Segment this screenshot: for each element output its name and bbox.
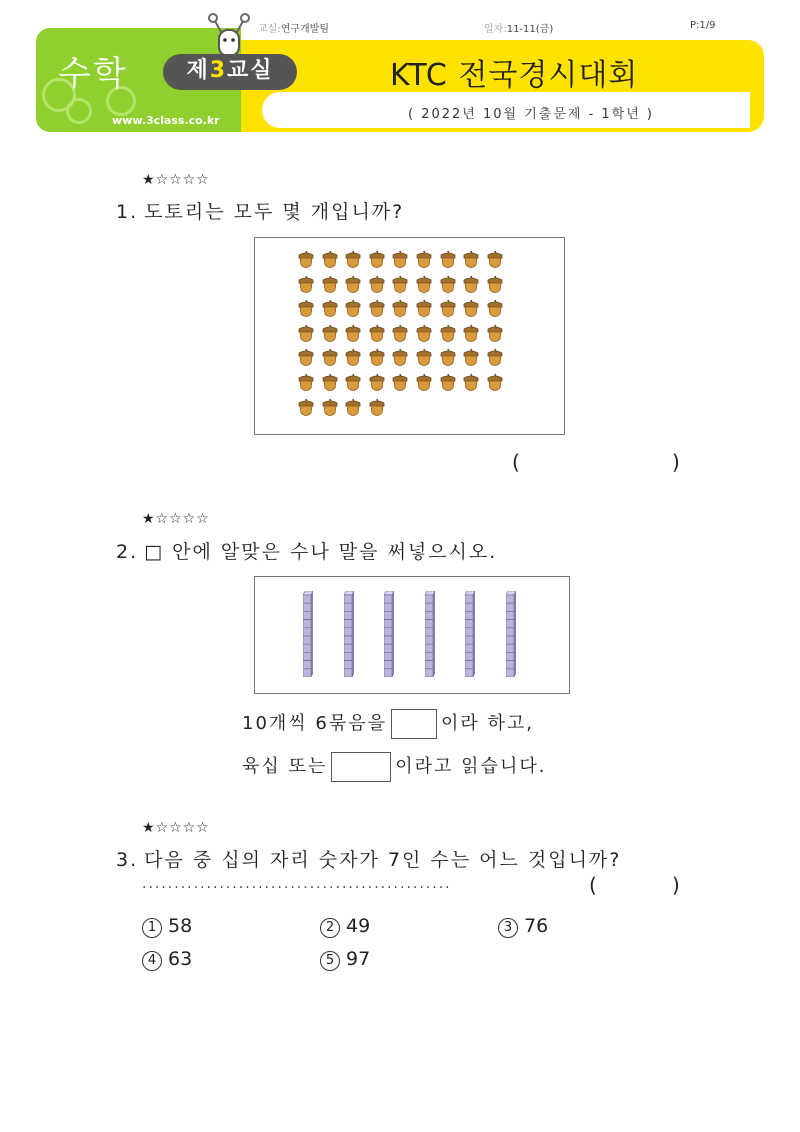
contest-title: KTC 전국경시대회 [390, 58, 639, 93]
acorn-icon [415, 299, 433, 319]
acorn-icon [486, 299, 504, 319]
acorn-icon [321, 348, 339, 368]
acorn-icon [391, 299, 409, 319]
acorn-icon [368, 398, 386, 418]
acorn-icon [462, 348, 480, 368]
acorn-icon [415, 348, 433, 368]
meta-class-value: 연구개발팀 [280, 24, 330, 35]
acorn-icon [297, 398, 315, 418]
acorn-icon [368, 250, 386, 270]
acorn-icon [439, 348, 457, 368]
acorn-icon [297, 299, 315, 319]
acorn-icon [439, 324, 457, 344]
q2-number: 2. [116, 541, 139, 563]
acorn-icon [368, 299, 386, 319]
q1-question: 도토리는 모두 몇 개입니까? [144, 201, 405, 223]
acorn-icon [368, 324, 386, 344]
acorn-icon [297, 348, 315, 368]
acorn-icon [486, 324, 504, 344]
page-number: P:1/9 [690, 20, 716, 31]
acorn-icon [297, 250, 315, 270]
contest-subtitle: ( 2022년 10월 기출문제 - 1학년 ) [408, 107, 654, 122]
meta-class-key: 교실: [258, 24, 281, 35]
q3-answer-open: ( [589, 873, 597, 897]
choice-mark: 5 [320, 951, 340, 971]
q2-line1-pre: 10개씩 6묶음을 [242, 713, 388, 734]
choice-mark: 4 [142, 951, 162, 971]
acorn-icon [391, 275, 409, 295]
choice-mark: 1 [142, 918, 162, 938]
choice-value: 76 [524, 915, 549, 937]
q3-choice-1[interactable] [142, 915, 192, 938]
q1-answer-open: ( [512, 450, 520, 474]
acorn-icon [415, 324, 433, 344]
acorn-icon [391, 324, 409, 344]
acorn-icon [462, 373, 480, 393]
acorn-icon [439, 373, 457, 393]
q3-answer-close: ) [672, 873, 680, 897]
acorn-icon [321, 250, 339, 270]
acorn-icon [321, 324, 339, 344]
acorn-icon [415, 373, 433, 393]
ten-rod-icon [303, 591, 313, 677]
q3-number: 3. [116, 849, 139, 871]
acorn-icon [368, 275, 386, 295]
acorn-icon [415, 275, 433, 295]
q2-blank-2[interactable] [331, 752, 391, 782]
mascot-icon [206, 12, 252, 58]
q3-text [116, 845, 621, 872]
q2-question: □ 안에 알맞은 수나 말을 써넣으시오. [144, 541, 498, 563]
acorn-icon [321, 275, 339, 295]
logo-text-highlight: 3 [209, 58, 228, 83]
acorn-icon [439, 299, 457, 319]
q2-blank-1[interactable] [391, 709, 437, 739]
acorn-icon [344, 348, 362, 368]
ten-rod-icon [465, 591, 475, 677]
q1-figure [254, 237, 565, 435]
q2-line2-post: 이라고 읽습니다. [395, 756, 547, 777]
q2-figure [254, 576, 570, 694]
q3-dot-leader: ................................................ [142, 876, 452, 892]
q2-line1-post: 이라 하고, [441, 713, 535, 734]
acorn-icon [344, 324, 362, 344]
acorn-icon [486, 373, 504, 393]
acorn-icon [368, 373, 386, 393]
acorn-icon [486, 250, 504, 270]
meta-date-value: 11-11(금) [506, 24, 554, 35]
site-url[interactable]: www.3class.co.kr [112, 114, 220, 127]
choice-value: 63 [168, 948, 193, 970]
acorn-icon [391, 250, 409, 270]
q1-number: 1. [116, 201, 139, 223]
acorn-icon [344, 250, 362, 270]
acorn-icon [297, 275, 315, 295]
acorn-icon [391, 348, 409, 368]
meta-date-key: 일자: [484, 24, 507, 35]
q3-choice-4[interactable] [142, 948, 192, 971]
acorn-icon [439, 250, 457, 270]
acorn-icon [439, 275, 457, 295]
q2-difficulty: ★☆☆☆☆ [142, 511, 210, 527]
acorn-icon [415, 250, 433, 270]
acorn-icon [462, 275, 480, 295]
acorn-icon [462, 299, 480, 319]
acorn-icon [344, 275, 362, 295]
meta-class [258, 20, 329, 35]
acorn-icon [391, 373, 409, 393]
acorn-icon [486, 275, 504, 295]
q2-line1 [242, 709, 534, 739]
acorn-icon [462, 324, 480, 344]
choice-mark: 3 [498, 918, 518, 938]
q3-difficulty: ★☆☆☆☆ [142, 820, 210, 836]
q2-text [116, 537, 497, 564]
acorn-icon [297, 324, 315, 344]
q1-difficulty: ★☆☆☆☆ [142, 172, 210, 188]
ten-rod-icon [425, 591, 435, 677]
meta-date [484, 20, 553, 35]
ten-rod-icon [384, 591, 394, 677]
choice-value: 49 [346, 915, 371, 937]
q3-choice-5[interactable] [320, 948, 370, 971]
subject-title: 수학 [58, 54, 128, 94]
q2-line2 [242, 752, 546, 782]
choice-value: 58 [168, 915, 193, 937]
q1-answer-close: ) [672, 450, 680, 474]
acorn-icon [344, 299, 362, 319]
q3-choice-3[interactable] [498, 915, 548, 938]
acorn-icon [486, 348, 504, 368]
q1-text [116, 197, 404, 224]
acorn-icon [462, 250, 480, 270]
acorn-icon [368, 348, 386, 368]
ten-rod-icon [344, 591, 354, 677]
acorn-icon [321, 299, 339, 319]
acorn-icon [321, 373, 339, 393]
acorn-icon [297, 373, 315, 393]
logo [163, 54, 297, 90]
q2-line2-pre: 육십 또는 [242, 756, 328, 777]
q3-choice-2[interactable] [320, 915, 370, 938]
choice-value: 97 [346, 948, 371, 970]
acorn-icon [321, 398, 339, 418]
logo-text-pre: 제 [186, 58, 210, 83]
acorn-icon [344, 398, 362, 418]
ten-rod-icon [506, 591, 516, 677]
acorn-icon [344, 373, 362, 393]
q3-question: 다음 중 십의 자리 숫자가 7인 수는 어느 것입니까? [144, 849, 622, 871]
logo-text-post: 교실 [227, 58, 274, 83]
choice-mark: 2 [320, 918, 340, 938]
